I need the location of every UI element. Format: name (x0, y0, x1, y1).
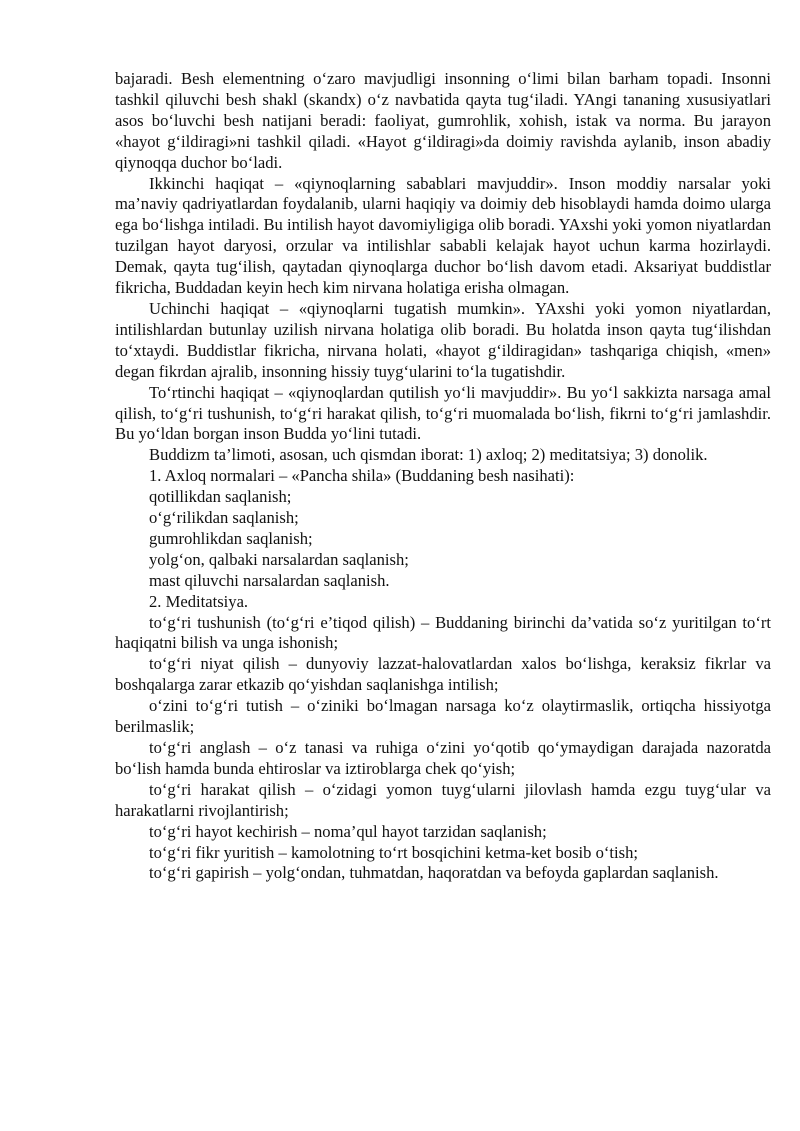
list-item: to‘g‘ri gapirish – yolg‘ondan, tuhmatdan, haqoratdan va befoyda gaplardan saqlanish. (149, 863, 719, 883)
paragraph-body-continuation: bajaradi. Besh elementning o‘zaro mavjudligi insonning o‘limi bilan barham topadi. Insonni tashkil qiluvchi besh shakl (skandx) o‘z navbatida qayta tug‘iladi. YAngi tananing xususiyatlari asos bo‘luvchi besh natijani beradi: faoliyat, gumrohlik, xohish, istak va norma. Bu jarayon «hayot g‘ildiragi»ni tashkil qiladi. «Hayot g‘ildiragi»da doimiy ravishda aylanib, inson abadiy qiynoqqa duchor bo‘ladi. (115, 69, 771, 172)
paragraph-third-truth: Uchinchi haqiqat – «qiynoqlarni tugatish mumkin». YAxshi yoki yomon niyatlardan, intilishlardan butunlay uzilish nirvana holatiga olib boradi. Bu holatda inson qayta tug‘ilishdan to‘xtaydi. Buddistlar fikricha, nirvana holati, «hayot g‘ildiragidan» tashqariga chiqish, «men» degan fikrdan ajralib, insonning hissiy tuyg‘ularini to‘la tugatishdir. (115, 298, 771, 381)
list-item: to‘g‘ri hayot kechirish – noma’qul hayot tarzidan saqlanish; (149, 821, 547, 841)
list-heading-meditation: 2. Meditatsiya. (149, 591, 249, 611)
paragraph-second-truth: Ikkinchi haqiqat – «qiynoqlarning sabablari mavjuddir». Inson moddiy narsalar yoki ma’naviy qadriyatlardan foydalanib, ularni haqiqiy va doimiy deb hisoblaydi hamda doimo ularga ega bo‘lishga intiladi. Bu intilish hayot davomiyligiga olib boradi. YAxshi yoki yomon niyatlardan tuzilgan hayot daryosi, orzular va intilishlar sababli kelajak hayot uchun karma hozirlaydi. Demak, qayta tug‘ilish, qaytadan qiynoqlarga duchor bo‘lish davom etadi. Aksariyat buddistlar fikricha, Buddadan keyin hech kim nirvana holatiga erisha olmagan. (115, 173, 771, 298)
list-item: gumrohlikdan saqlanish; (149, 528, 313, 548)
list-item: o‘g‘rilikdan saqlanish; (149, 508, 299, 528)
list-item: to‘g‘ri harakat qilish – o‘zidagi yomon tuyg‘ularni jilovlash hamda ezgu tuyg‘ular va harakatlarni rivojlantirish; (115, 779, 771, 820)
list-item: to‘g‘ri niyat qilish – dunyoviy lazzat-halovatlardan xalos bo‘lishga, keraksiz fikrlar va boshqalarga zarar etkazib qo‘yishdan saqlanishga intilish; (115, 654, 771, 695)
list-item: to‘g‘ri fikr yuritish – kamolotning to‘rt bosqichini ketma-ket bosib o‘tish; (149, 842, 638, 862)
list-item: qotillikdan saqlanish; (149, 487, 292, 507)
list-item: to‘g‘ri anglash – o‘z tanasi va ruhiga o‘zini yo‘qotib qo‘ymaydigan darajada nazoratda bo‘lish hamda bunda ehtiroslar va iztiroblarga chek qo‘yish; (115, 738, 771, 778)
list-item: yolg‘on, qalbaki narsalardan saqlanish; (149, 549, 409, 569)
list-item: o‘zini to‘g‘ri tutish – o‘ziniki bo‘lmagan narsaga ko‘z olaytirmaslik, ortiqcha hissiyotga berilmaslik; (115, 696, 771, 737)
list-item: to‘g‘ri tushunish (to‘g‘ri e’tiqod qilish) – Buddaning birinchi da’vatida so‘z yuritilgan to‘rt haqiqatni bilish va unga ishonish; (115, 612, 771, 653)
paragraph-teaching-parts: Buddizm ta’limoti, asosan, uch qismdan iborat: 1) axloq; 2) meditatsiya; 3) donolik. (149, 445, 708, 465)
list-heading-ethics: 1. Axloq normalari – «Pancha shila» (Buddaning besh nasihati): (149, 466, 575, 486)
paragraph-fourth-truth: To‘rtinchi haqiqat – «qiynoqlardan qutilish yo‘li mavjuddir». Bu yo‘l sakkizta narsaga amal qilish, to‘g‘ri tushunish, to‘g‘ri harakat qilish, to‘g‘ri muomalada bo‘lish, fikrni to‘g‘ri jamlashdir. Bu yo‘ldan borgan inson Budda yo‘lini tutadi. (115, 382, 771, 444)
list-item: mast qiluvchi narsalardan saqlanish. (149, 570, 390, 590)
